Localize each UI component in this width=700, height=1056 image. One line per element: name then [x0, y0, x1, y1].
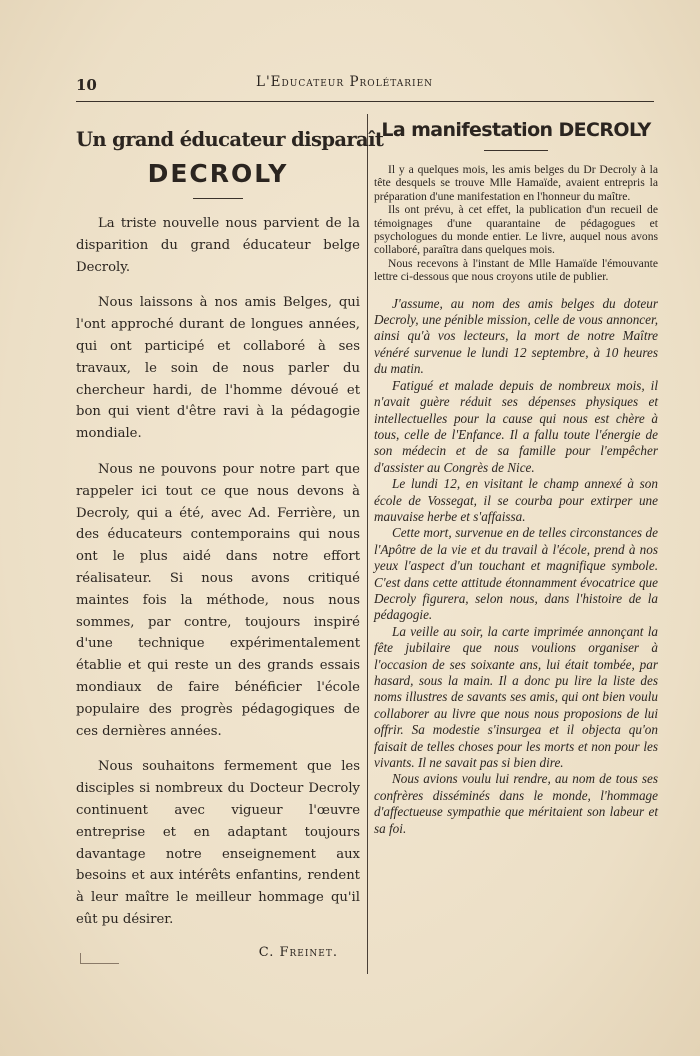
left-article	[76, 118, 384, 969]
right-article-letter	[374, 296, 658, 837]
letter-paragraph: J'assume, au nom des amis belges du doteur Decroly, une pénible mission, celle de vous annoncer, ainsi qu'à vos lecteurs, la mort de notre Maître vénéré survenue le lundi 12 septembre, à 10 heures du matin.	[374, 295, 658, 377]
letter-paragraph: Le lundi 12, en visitant le champ annexé à son école de Vossegat, il se courba pour extirper une mauvaise herbe et s'affaissa.	[374, 476, 658, 524]
signature: C. Freinet.	[258, 944, 338, 960]
left-article-headline: Un grand éducateur disparaît	[76, 128, 384, 151]
left-paragraph: Nous ne pouvons pour notre part que rappeler ici tout ce que nous devons à Decroly, qui a été, avec Ad. Ferrière, un des éducateurs contemporains qui nous ont le plus aidé dans notre effort réalisateur. Si nous avons critiqué maintes fois la méthode, nous nous sommes, par contre, toujours inspiré d'une technique expérimentalement établie et qui reste un des grands essais mondiaux de faire bénéficier l'école populaire des progrès pédagogiques de ces dernières années.	[76, 461, 360, 739]
signature-row	[76, 945, 360, 969]
page-header	[76, 74, 656, 96]
left-paragraph: La triste nouvelle nous parvient de la disparition du grand éducateur belge Decroly.	[76, 216, 360, 275]
left-article-name: DECROLY	[147, 159, 289, 188]
left-paragraph: Nous laissons à nos amis Belges, qui l'ont approché durant de longues années, qui ont participé et collaboré à ses travaux, le soin de nous parler du chercheur hardi, de l'homme dévoué et bon qui vient d'être ravi à la pédagogie mondiale.	[76, 295, 360, 442]
left-headline-rule	[193, 198, 243, 199]
intro-paragraph: Nous recevons à l'instant de Mlle Hamaïde l'émouvante lettre ci-dessous que nous croyons utile de publier.	[374, 256, 658, 284]
journal-title: L'Educateur Prolétarien	[256, 74, 434, 90]
page-number: 10	[76, 76, 97, 94]
right-article	[374, 116, 658, 837]
header-rule	[76, 101, 654, 102]
letter-paragraph: Fatigué et malade depuis de nombreux mois, il n'avait guère réduit ses dépenses physiques et intellectuelles pour la cause qui nous est chère à tous, celle de l'Enfance. Il a fallu toute l'énergie de son médecin et de sa famille pour l'empêcher d'assister au Congrès de Nice.	[374, 377, 658, 475]
letter-paragraph: Nous avions voulu lui rendre, au nom de tous ses confrères disséminés dans le monde, l'hommage d'affectueuse sympathie que méritaient son labeur et sa foi.	[374, 771, 658, 836]
right-headline-rule	[484, 150, 548, 151]
left-paragraph: Nous souhaitons fermement que les disciples si nombreux du Docteur Decroly continuent avec vigueur l'œuvre entreprise et en adaptant toujours davantage notre enseignement aux besoins et aux intérêts enfantins, rendent à leur maître le meilleur hommage qu'il eût pu désirer.	[76, 759, 360, 927]
column-divider	[367, 114, 368, 974]
signature-mark	[80, 953, 119, 964]
intro-paragraph: Ils ont prévu, à cet effet, la publication d'un recueil de témoignages d'une quarantaine de pédagogues et psychologues du monde entier. Le livre, auquel nous avons collaboré, paraîtra dans quelques mois.	[374, 203, 658, 257]
right-article-headline: La manifestation DECROLY	[381, 119, 651, 141]
intro-paragraph: Il y a quelques mois, les amis belges du Dr Decroly à la tête desquels se trouve Mlle Hamaïde, avaient entrepris la préparation d'une manifestation en l'honneur du maître.	[374, 163, 658, 203]
letter-paragraph: La veille au soir, la carte imprimée annonçant la fête jubilaire que nous voulions organiser à l'occasion de ses soixante ans, lui était tombée, par hasard, sous la main. Il a donc pu lire la liste des noms illustres de savants ses amis, qui ont bien voulu collaborer au livre que nous nous proposions de lui offrir. Sa modestie s'insurgea et il objecta qu'on faisait de telles choses pour les morts et non pour les vivants. Il ne savait pas si bien dire.	[374, 623, 658, 771]
letter-paragraph: Cette mort, survenue en de telles circonstances de l'Apôtre de la vie et du travail à l'école, prend à nos yeux l'aspect d'un touchant et magnifique symbole. C'est dans cette attitude étonnamment évocatrice que Decroly figurera, selon nous, dans l'histoire de la pédagogie.	[374, 525, 658, 623]
right-article-intro	[374, 163, 658, 284]
left-article-body	[76, 213, 360, 931]
